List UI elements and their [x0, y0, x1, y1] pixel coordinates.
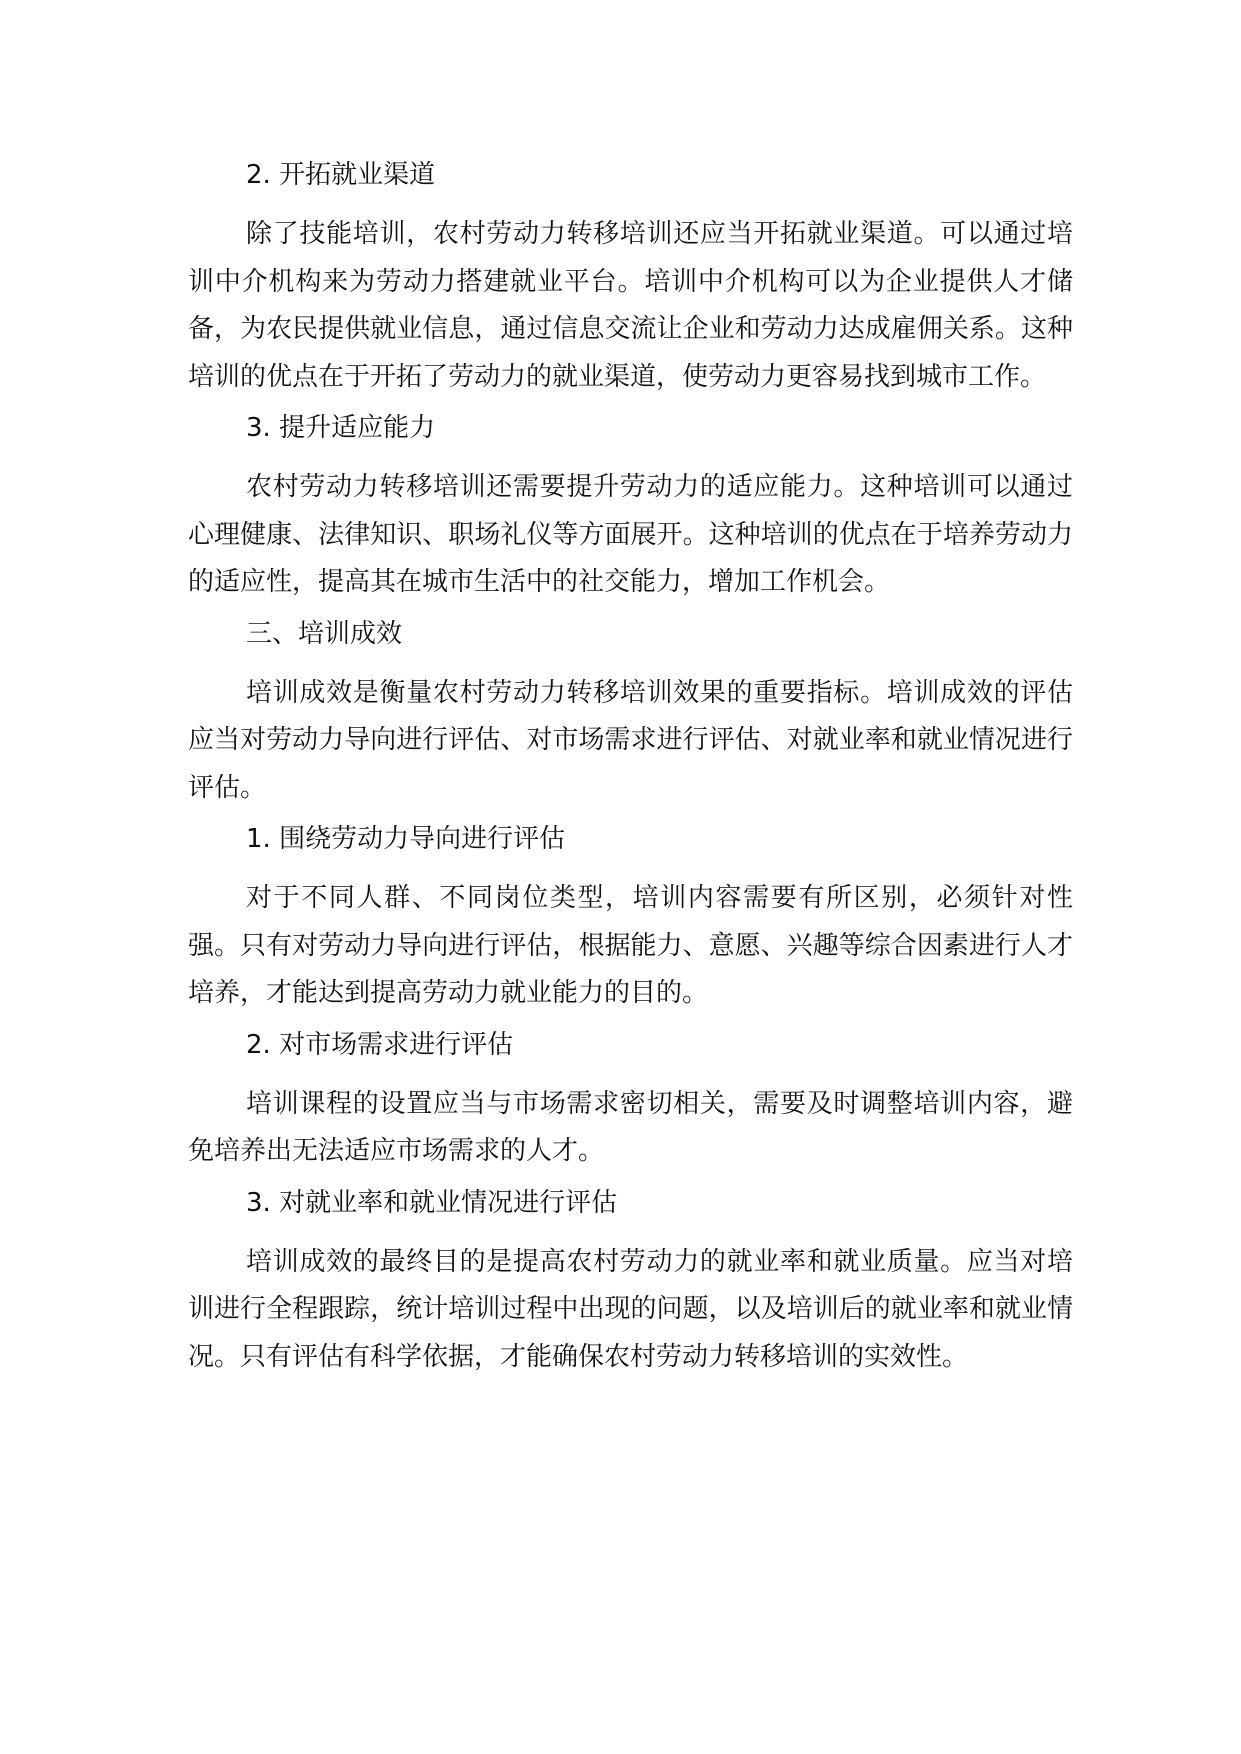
- paragraph-employment-rate: 培训成效的最终目的是提高农村劳动力的就业率和就业质量。应当对培训进行全程跟踪，统计培训过程中出现的问题，以及培训后的就业率和就业情况。只有评估有科学依据，才能确保农村劳动力转移培训的实效性。: [188, 1246, 1073, 1372]
- section-heading-employment-rate: 3. 对就业率和就业情况进行评估: [246, 1187, 618, 1218]
- section-heading-labor-orientation: 1. 围绕劳动力导向进行评估: [246, 824, 566, 854]
- paragraph-adaptability: 农村劳动力转移培训还需要提升劳动力的适应能力。这种培训可以通过心理健康、法律知识、职场礼仪等方面展开。这种培训的优点在于培养劳动力的适应性，提高其在城市生活中的社交能力，增加工作机会。: [188, 472, 1073, 597]
- section-heading-adaptability: 3. 提升适应能力: [246, 413, 436, 443]
- paragraph-market-demand: 培训课程的设置应当与市场需求密切相关，需要及时调整培训内容，避免培养出无法适应市场需求的人才。: [188, 1088, 1073, 1166]
- section-heading-expand-channels: 2. 开拓就业渠道: [246, 160, 436, 190]
- section-heading-market-demand: 2. 对市场需求进行评估: [246, 1029, 514, 1060]
- paragraph-labor-orientation: 对于不同人群、不同岗位类型，培训内容需要有所区别，必须针对性强。只有对劳动力导向进行评估，根据能力、意愿、兴趣等综合因素进行人才培养，才能达到提高劳动力就业能力的目的。: [188, 883, 1073, 1008]
- document-body: [188, 160, 1073, 1393]
- paragraph-training-results: 培训成效是衡量农村劳动力转移培训效果的重要指标。培训成效的评估应当对劳动力导向进行评估、对市场需求进行评估、对就业率和就业情况进行评估。: [188, 677, 1073, 803]
- section-heading-training-results: 三、培训成效: [246, 618, 403, 649]
- paragraph-expand-channels: 除了技能培训，农村劳动力转移培训还应当开拓就业渠道。可以通过培训中介机构来为劳动力搭建就业平台。培训中介机构可以为企业提供人才储备，为农民提供就业信息，通过信息交流让企业和劳动力达成雇佣关系。这种培训的优点在于开拓了劳动力的就业渠道，使劳动力更容易找到城市工作。: [188, 219, 1073, 392]
